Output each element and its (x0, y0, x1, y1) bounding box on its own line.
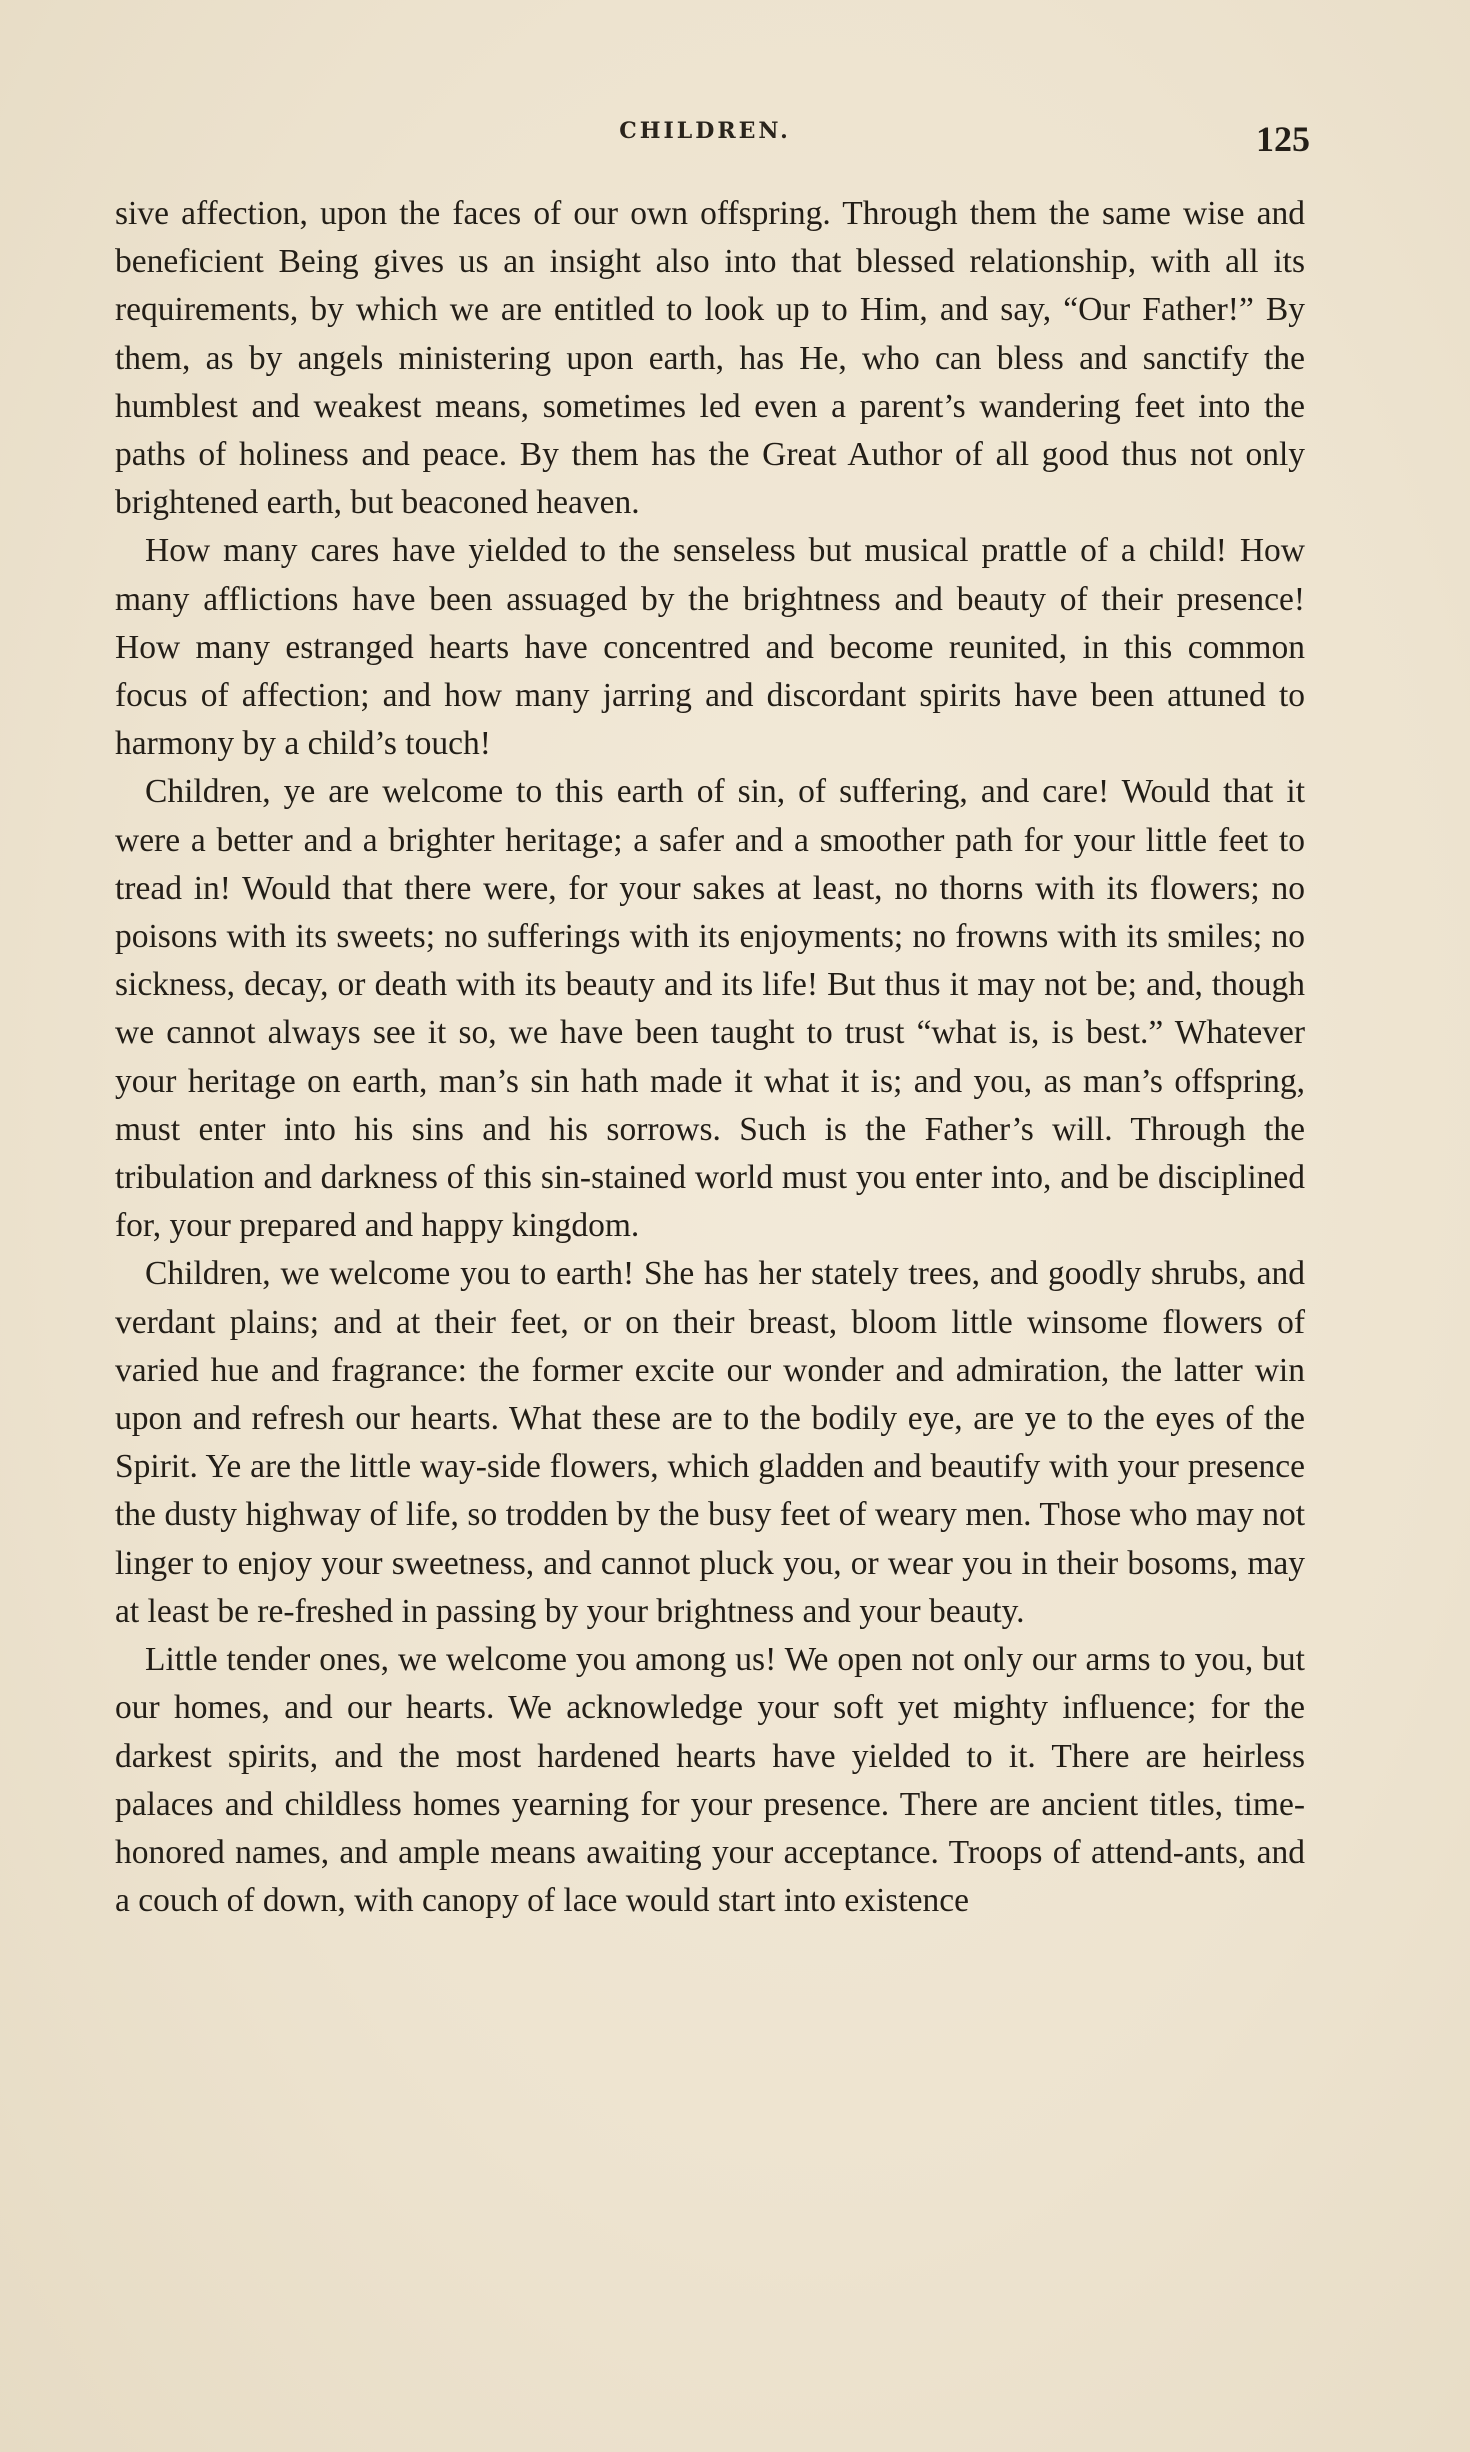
running-title: CHILDREN. (619, 118, 791, 144)
page-number: 125 (1256, 119, 1310, 159)
paragraph: How many cares have yielded to the senseless but musical prattle of a child! How many afflictions have been assuaged by the brightness and beauty of their presence! How many estranged hearts have concentred and become reunited, in this common focus of affection; and how many jarring and discordant spirits have been attuned to harmony by a child’s touch! (115, 532, 1305, 763)
paragraph: Children, ye are welcome to this earth of sin, of suffering, and care! Would that it were a better and a brighter heritage; a safer and a smoother path for your little feet to tread in! Would that there were, for your sakes at least, no thorns with its flowers; no poisons with its sweets; no sufferings with its enjoyments; no frowns with its smiles; no sickness, decay, or death with its beauty and its life! But thus it may not be; and, though we cannot always see it so, we have been taught to trust “what is, is best.” Whatever your heritage on earth, man’s sin hath made it what it is; and you, as man’s offspring, must enter into his sins and his sorrows. Such is the Father’s will. Through the tribulation and darkness of this sin-stained world must you enter into, and be disciplined for, your prepared and happy kingdom. (115, 773, 1305, 1245)
paragraph: Children, we welcome you to earth! She has her stately trees, and goodly shrubs, and verdant plains; and at their feet, or on their breast, bloom little winsome flowers of varied hue and fragrance: the former excite our wonder and admiration, the latter win upon and refresh our hearts. What these are to the bodily eye, are ye to the eyes of the Spirit. Ye are the little way-side flowers, which gladden and beautify with your presence the dusty highway of life, so trodden by the busy feet of weary men. Those who may not linger to enjoy your sweetness, and cannot pluck you, or wear you in their bosoms, may at least be re-freshed in passing by your brightness and your beauty. (115, 1255, 1305, 1630)
page-header (100, 118, 1310, 162)
paragraph: sive affection, upon the faces of our own offspring. Through them the same wise and beneficient Being gives us an insight also into that blessed relationship, with all its requirements, by which we are entitled to look up to Him, and say, “Our Father!” By them, as by angels ministering upon earth, has He, who can bless and sanctify the humblest and weakest means, sometimes led even a parent’s wandering feet into the paths of holiness and peace. By them has the Great Author of all good thus not only brightened earth, but beaconed heaven. (115, 195, 1305, 522)
paragraph: Little tender ones, we welcome you among us! We open not only our arms to you, but our homes, and our hearts. We acknowledge your soft yet mighty influence; for the darkest spirits, and the most hardened hearts have yielded to it. There are heirless palaces and childless homes yearning for your presence. There are ancient titles, time-honored names, and ample means awaiting your acceptance. Troops of attend-ants, and a couch of down, with canopy of lace would start into existence (115, 1641, 1305, 1920)
body-text (115, 190, 1305, 1925)
